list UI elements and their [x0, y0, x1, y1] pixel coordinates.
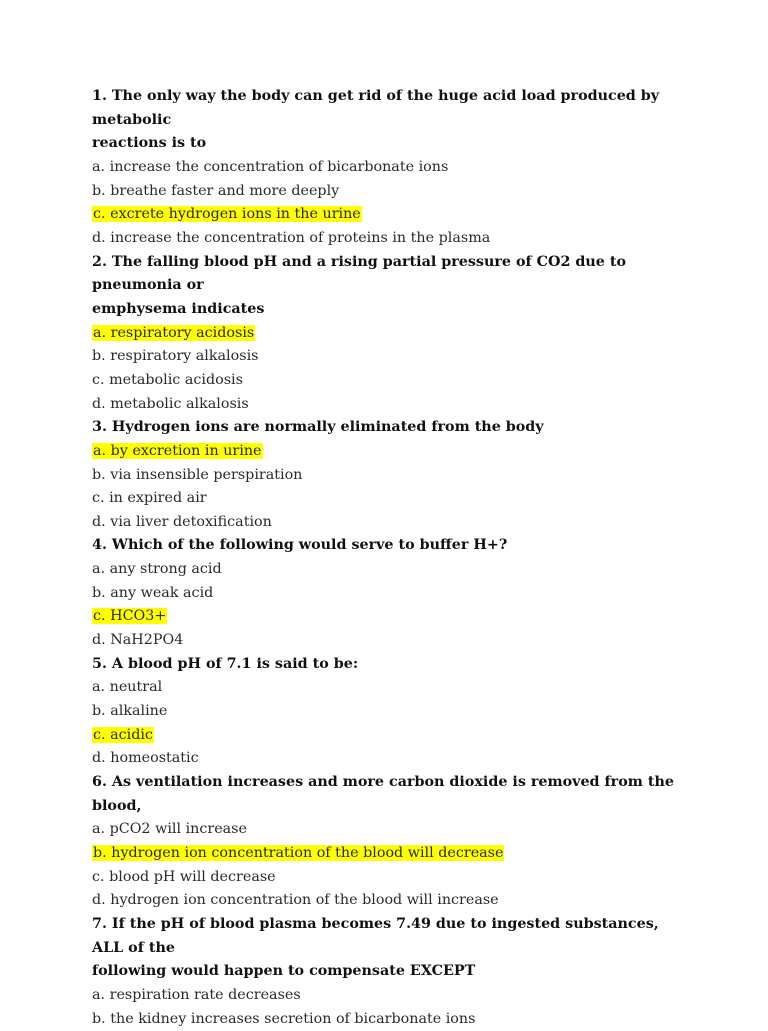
option-1a [92, 156, 692, 180]
option-text: by excretion in urine [110, 442, 262, 459]
option-text: in expired air [109, 490, 207, 507]
option-text: excrete hydrogen ions in the urine [110, 206, 361, 223]
option-letter: a. [92, 986, 106, 1003]
option-text: hydrogen ion concentration of the blood will increase [110, 892, 499, 909]
document-page [92, 85, 692, 1031]
question-text: The only way the body can get rid of the huge acid load produced by metabolic [92, 88, 660, 128]
option-7b [92, 1008, 692, 1031]
question-line [92, 653, 692, 677]
option-text: via liver detoxification [110, 513, 272, 530]
option-text: increase the concentration of proteins in the plasma [110, 229, 491, 246]
question-line: emphysema indicates [92, 300, 265, 317]
question-line [92, 534, 692, 558]
option-letter: c. [93, 206, 106, 223]
option-6a [92, 818, 692, 842]
option-4a [92, 558, 692, 582]
option-text: HCO3+ [110, 608, 167, 625]
option-5a [92, 676, 692, 700]
option-text: homeostatic [110, 750, 199, 767]
option-letter: d. [92, 750, 106, 767]
option-letter: b. [92, 584, 106, 601]
option-letter: b. [93, 845, 107, 861]
option-3b [92, 464, 692, 488]
question-number: 2. [92, 253, 107, 270]
option-text: acidic [110, 726, 153, 743]
option-2a-highlighted [92, 322, 692, 346]
question-1 [92, 85, 692, 156]
option-letter: a. [92, 561, 106, 578]
question-number: 3. [92, 419, 107, 436]
option-text: breathe faster and more deeply [110, 182, 340, 199]
option-letter: c. [93, 726, 106, 743]
option-text: respiratory acidosis [110, 324, 255, 341]
option-2b [92, 345, 692, 369]
option-letter: a. [93, 324, 107, 341]
option-text: hydrogen ion concentration of the blood will decrease [111, 845, 504, 861]
question-text: A blood pH of 7.1 is said to be: [111, 655, 359, 672]
question-line [92, 913, 692, 960]
option-letter: d. [92, 632, 106, 649]
option-6d [92, 889, 692, 913]
option-letter: a. [92, 158, 106, 175]
option-3a-highlighted [92, 440, 692, 464]
question-7 [92, 913, 692, 984]
option-4b [92, 582, 692, 606]
option-text: NaH2PO4 [110, 632, 184, 649]
option-letter: b. [92, 703, 106, 720]
option-1d [92, 227, 692, 251]
option-1b [92, 180, 692, 204]
question-2 [92, 251, 692, 322]
question-3 [92, 416, 692, 440]
option-2c [92, 369, 692, 393]
option-7a [92, 984, 692, 1008]
option-text: the kidney increases secretion of bicarbonate ions [110, 1010, 476, 1027]
option-text: alkaline [110, 703, 168, 720]
question-text: The falling blood pH and a rising partial pressure of CO2 due to pneumonia or [92, 253, 626, 294]
option-text: any strong acid [109, 561, 222, 578]
option-text: pCO2 will increase [109, 821, 247, 838]
question-line [92, 771, 692, 818]
option-letter: d. [92, 892, 106, 909]
question-number: 4. [92, 537, 107, 554]
option-5b [92, 700, 692, 724]
question-line: reactions is to [92, 135, 207, 152]
option-letter: c. [92, 371, 105, 388]
question-line [92, 251, 692, 298]
question-line [92, 416, 692, 440]
question-6 [92, 771, 692, 818]
option-3d [92, 511, 692, 535]
option-text: metabolic acidosis [109, 371, 243, 388]
option-5d [92, 747, 692, 771]
option-4c-highlighted [92, 605, 692, 629]
question-5 [92, 653, 692, 677]
option-letter: a. [93, 442, 107, 459]
option-letter: c. [92, 868, 105, 885]
option-letter: b. [92, 1010, 106, 1027]
option-letter: c. [92, 490, 105, 507]
option-letter: a. [92, 821, 106, 838]
option-text: respiration rate decreases [109, 986, 301, 1003]
option-letter: b. [92, 466, 106, 483]
question-text: If the pH of blood plasma becomes 7.49 due to ingested substances, ALL of the [92, 915, 659, 956]
option-6c [92, 866, 692, 890]
question-text: As ventilation increases and more carbon dioxide is removed from the blood, [92, 774, 674, 814]
question-line: following would happen to compensate EXCEPT [92, 963, 476, 980]
option-letter: d. [92, 229, 106, 246]
question-number: 5. [92, 655, 107, 672]
option-text: via insensible perspiration [110, 466, 303, 483]
option-letter: d. [92, 513, 106, 530]
option-text: respiratory alkalosis [110, 348, 259, 365]
option-text: increase the concentration of bicarbonate ions [109, 158, 449, 175]
option-text: blood pH will decrease [109, 868, 276, 885]
option-6b-highlighted [92, 842, 692, 866]
option-letter: b. [92, 348, 106, 365]
option-3c [92, 487, 692, 511]
option-4d [92, 629, 692, 653]
question-number: 1. [92, 88, 107, 104]
question-number: 7. [92, 915, 107, 932]
question-text: Which of the following would serve to buffer H+? [111, 537, 508, 554]
option-letter: c. [93, 608, 106, 625]
option-1c-highlighted [92, 203, 692, 227]
question-text: Hydrogen ions are normally eliminated from the body [111, 419, 544, 436]
option-text: neutral [109, 679, 163, 696]
option-text: any weak acid [110, 584, 214, 601]
option-5c-highlighted [92, 724, 692, 748]
option-letter: a. [92, 679, 106, 696]
question-4 [92, 534, 692, 558]
question-line [92, 85, 692, 132]
question-number: 6. [92, 774, 107, 791]
option-2d [92, 393, 692, 417]
option-letter: b. [92, 182, 106, 199]
option-text: metabolic alkalosis [110, 395, 249, 412]
option-letter: d. [92, 395, 106, 412]
